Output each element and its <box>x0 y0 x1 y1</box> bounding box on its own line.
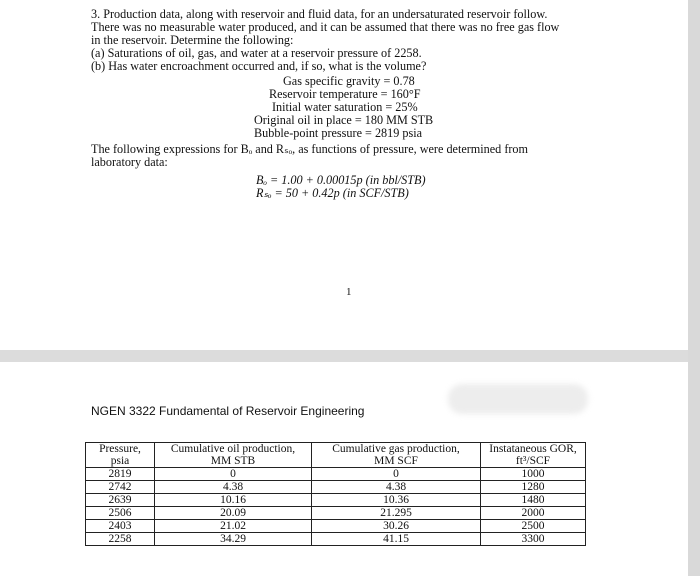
given-reservoir-temp: Reservoir temperature = 160°F <box>269 87 421 101</box>
page-header-title: NGEN 3322 Fundamental of Reservoir Engineering <box>91 404 365 418</box>
given-ooip: Original oil in place = 180 MM STB <box>254 113 434 127</box>
problem-line-3: in the reservoir. Determine the following: <box>91 33 294 47</box>
table-row: 2403 21.02 30.26 2500 <box>86 520 586 533</box>
given-bubble-point: Bubble-point pressure = 2819 psia <box>254 126 422 140</box>
table-row: 2639 10.16 10.36 1480 <box>86 494 586 507</box>
problem-line-1: 3. Production data, along with reservoir and fluid data, for an undersaturated reservoir follow. <box>91 7 548 21</box>
table-row: 2819 0 0 1000 <box>86 468 586 481</box>
table-row: 2742 4.38 4.38 1280 <box>86 481 586 494</box>
table-row: 2506 20.09 21.295 2000 <box>86 507 586 520</box>
table-header-row <box>86 443 586 468</box>
equation-rso: Rₛₒ = 50 + 0.42p (in SCF/STB) <box>256 186 409 200</box>
header-cum-gas: Cumulative gas production, MM SCF <box>312 443 481 468</box>
expressions-intro-2: laboratory data: <box>91 155 168 169</box>
expressions-intro-1: The following expressions for Bₒ and Rₛₒ, as functions of pressure, were determined from <box>91 142 529 156</box>
blurred-logo <box>448 384 588 414</box>
header-cum-oil: Cumulative oil production, MM STB <box>155 443 312 468</box>
table-row: 2258 34.29 41.15 3300 <box>86 533 586 546</box>
production-data-table <box>85 442 586 546</box>
viewer-gutter <box>688 0 700 576</box>
problem-line-4: (a) Saturations of oil, gas, and water at a reservoir pressure of 2258. <box>91 46 422 60</box>
document-page-2 <box>0 362 688 576</box>
header-pressure: Pressure, psia <box>86 443 155 468</box>
problem-line-5: (b) Has water encroachment occurred and, if so, what is the volume? <box>91 59 427 73</box>
page-number: 1 <box>346 286 352 298</box>
header-gor: Instataneous GOR, ft³/SCF <box>481 443 586 468</box>
given-water-saturation: Initial water saturation = 25% <box>272 100 418 114</box>
equation-bo: Bₒ = 1.00 + 0.00015p (in bbl/STB) <box>256 173 426 187</box>
problem-line-2: There was no measurable water produced, and it can be assumed that there was no free gas flow <box>91 20 560 34</box>
given-gas-gravity: Gas specific gravity = 0.78 <box>283 74 415 88</box>
